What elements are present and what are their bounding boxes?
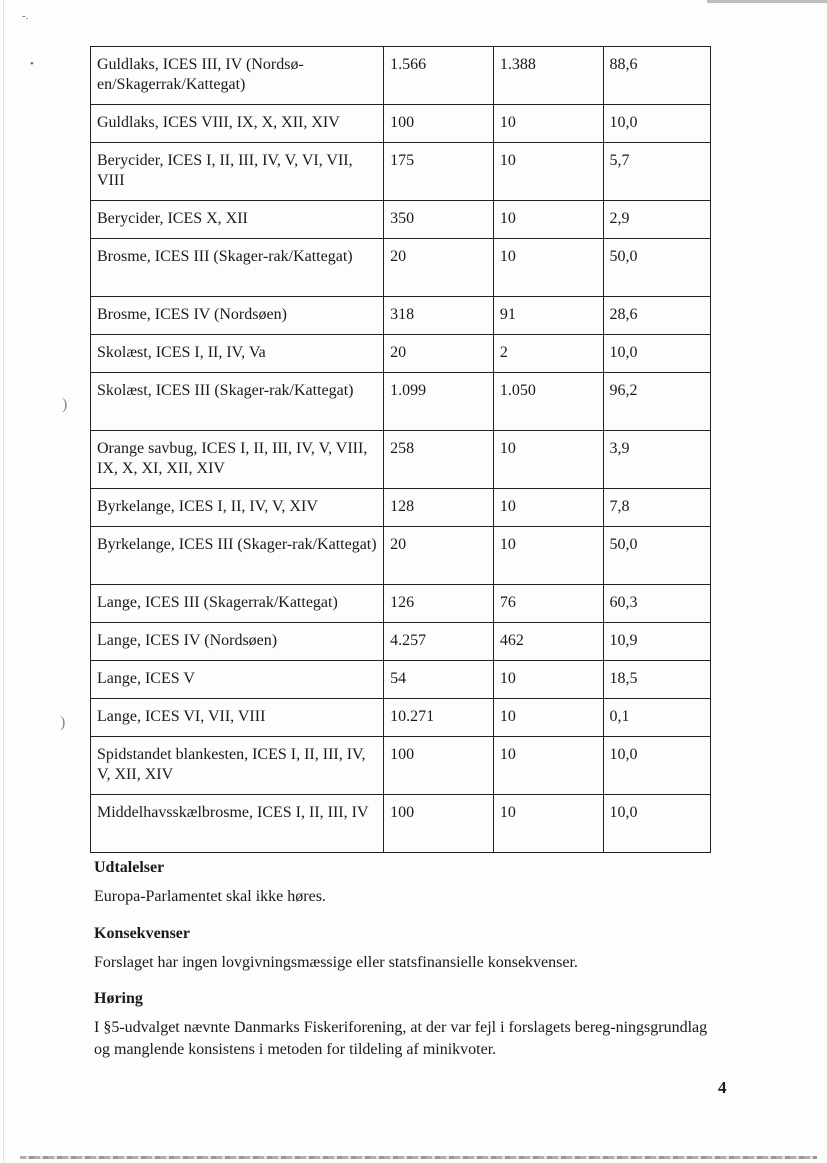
table-row	[91, 47, 711, 105]
value-col2-cell: 10	[493, 201, 603, 239]
value-col1-cell: 1.099	[384, 373, 494, 431]
section-heading: Høring	[94, 990, 143, 1007]
percent-cell: 88,6	[603, 47, 710, 105]
percent-cell: 10,0	[603, 105, 710, 143]
scan-edge-left	[3, 0, 4, 1163]
table-row	[91, 527, 711, 585]
section-heading: Udtalelser	[94, 859, 165, 876]
scan-speck: )	[60, 714, 66, 731]
section-text: I §5-udvalget nævnte Danmarks Fiskeriforening, at der var fejl i forslagets bereg-ningsgrundlag og manglende konsistens i metoden for tildeling af minikvoter.	[94, 1019, 708, 1058]
value-col2-cell: 10	[493, 699, 603, 737]
percent-cell: 10,0	[603, 335, 710, 373]
value-col1-cell: 318	[384, 297, 494, 335]
quota-table-body	[91, 47, 711, 853]
value-col1-cell: 54	[384, 661, 494, 699]
value-col1-cell: 100	[384, 105, 494, 143]
species-area-cell: Byrkelange, ICES III (Skager-rak/Kattegat)	[91, 527, 384, 585]
scan-speck: )	[62, 396, 68, 413]
species-area-cell: Berycider, ICES X, XII	[91, 201, 384, 239]
species-area-cell: Skolæst, ICES I, II, IV, Va	[91, 335, 384, 373]
species-area-cell: Spidstandet blankesten, ICES I, II, III, IV, V, XII, XIV	[91, 737, 384, 795]
species-area-cell: Brosme, ICES III (Skager-rak/Kattegat)	[91, 239, 384, 297]
table-row	[91, 373, 711, 431]
table-row	[91, 699, 711, 737]
value-col1-cell: 100	[384, 737, 494, 795]
value-col1-cell: 20	[384, 239, 494, 297]
percent-cell: 96,2	[603, 373, 710, 431]
section-konsekvenser	[94, 923, 714, 974]
table-row	[91, 105, 711, 143]
percent-cell: 10,0	[603, 737, 710, 795]
table-row	[91, 143, 711, 201]
table-row	[91, 335, 711, 373]
table-row	[91, 623, 711, 661]
species-area-cell: Byrkelange, ICES I, II, IV, V, XIV	[91, 489, 384, 527]
section-hoering	[94, 988, 714, 1061]
value-col1-cell: 126	[384, 585, 494, 623]
table-row	[91, 737, 711, 795]
value-col2-cell: 76	[493, 585, 603, 623]
scan-edge-bottom	[20, 1156, 817, 1159]
species-area-cell: Lange, ICES VI, VII, VIII	[91, 699, 384, 737]
species-area-cell: Middelhavsskælbrosme, ICES I, II, III, IV	[91, 795, 384, 853]
percent-cell: 2,9	[603, 201, 710, 239]
species-area-cell: Lange, ICES V	[91, 661, 384, 699]
table-row	[91, 201, 711, 239]
species-area-cell: Berycider, ICES I, II, III, IV, V, VI, VII, VIII	[91, 143, 384, 201]
table-row	[91, 489, 711, 527]
value-col2-cell: 462	[493, 623, 603, 661]
value-col2-cell: 1.388	[493, 47, 603, 105]
value-col1-cell: 128	[384, 489, 494, 527]
value-col2-cell: 10	[493, 661, 603, 699]
value-col2-cell: 10	[493, 489, 603, 527]
table-row	[91, 431, 711, 489]
value-col2-cell: 10	[493, 737, 603, 795]
percent-cell: 28,6	[603, 297, 710, 335]
table-row	[91, 661, 711, 699]
scan-speck: •	[30, 58, 34, 70]
percent-cell: 5,7	[603, 143, 710, 201]
table-row	[91, 297, 711, 335]
value-col2-cell: 10	[493, 527, 603, 585]
section-udtalelser	[94, 857, 714, 908]
table-row	[91, 795, 711, 853]
species-area-cell: Guldlaks, ICES VIII, IX, X, XII, XIV	[91, 105, 384, 143]
value-col2-cell: 91	[493, 297, 603, 335]
species-area-cell: Lange, ICES IV (Nordsøen)	[91, 623, 384, 661]
species-area-cell: Guldlaks, ICES III, IV (Nordsø-en/Skagerrak/Kattegat)	[91, 47, 384, 105]
scan-edge-top	[707, 0, 827, 3]
percent-cell: 18,5	[603, 661, 710, 699]
species-area-cell: Orange savbug, ICES I, II, III, IV, V, VIII, IX, X, XI, XII, XIV	[91, 431, 384, 489]
percent-cell: 10,9	[603, 623, 710, 661]
section-heading: Konsekvenser	[94, 925, 190, 942]
percent-cell: 60,3	[603, 585, 710, 623]
percent-cell: 10,0	[603, 795, 710, 853]
value-col1-cell: 20	[384, 335, 494, 373]
percent-cell: 3,9	[603, 431, 710, 489]
value-col1-cell: 20	[384, 527, 494, 585]
value-col1-cell: 175	[384, 143, 494, 201]
value-col1-cell: 350	[384, 201, 494, 239]
value-col2-cell: 10	[493, 143, 603, 201]
value-col1-cell: 1.566	[384, 47, 494, 105]
page-number: 4	[718, 1078, 727, 1097]
value-col1-cell: 10.271	[384, 699, 494, 737]
species-area-cell: Brosme, ICES IV (Nordsøen)	[91, 297, 384, 335]
value-col2-cell: 10	[493, 431, 603, 489]
table-row	[91, 239, 711, 297]
percent-cell: 50,0	[603, 239, 710, 297]
species-area-cell: Lange, ICES III (Skagerrak/Kattegat)	[91, 585, 384, 623]
percent-cell: 50,0	[603, 527, 710, 585]
species-area-cell: Skolæst, ICES III (Skager-rak/Kattegat)	[91, 373, 384, 431]
quota-table	[90, 46, 711, 853]
value-col2-cell: 10	[493, 795, 603, 853]
percent-cell: 7,8	[603, 489, 710, 527]
section-text: Forslaget har ingen lovgivningsmæssige eller statsfinansielle konsekvenser.	[94, 954, 578, 971]
scan-speck: -.	[22, 10, 29, 22]
table-row	[91, 585, 711, 623]
percent-cell: 0,1	[603, 699, 710, 737]
value-col1-cell: 4.257	[384, 623, 494, 661]
value-col2-cell: 10	[493, 105, 603, 143]
value-col2-cell: 10	[493, 239, 603, 297]
section-text: Europa-Parlamentet skal ikke høres.	[94, 888, 326, 905]
value-col2-cell: 1.050	[493, 373, 603, 431]
value-col1-cell: 100	[384, 795, 494, 853]
value-col2-cell: 2	[493, 335, 603, 373]
value-col1-cell: 258	[384, 431, 494, 489]
